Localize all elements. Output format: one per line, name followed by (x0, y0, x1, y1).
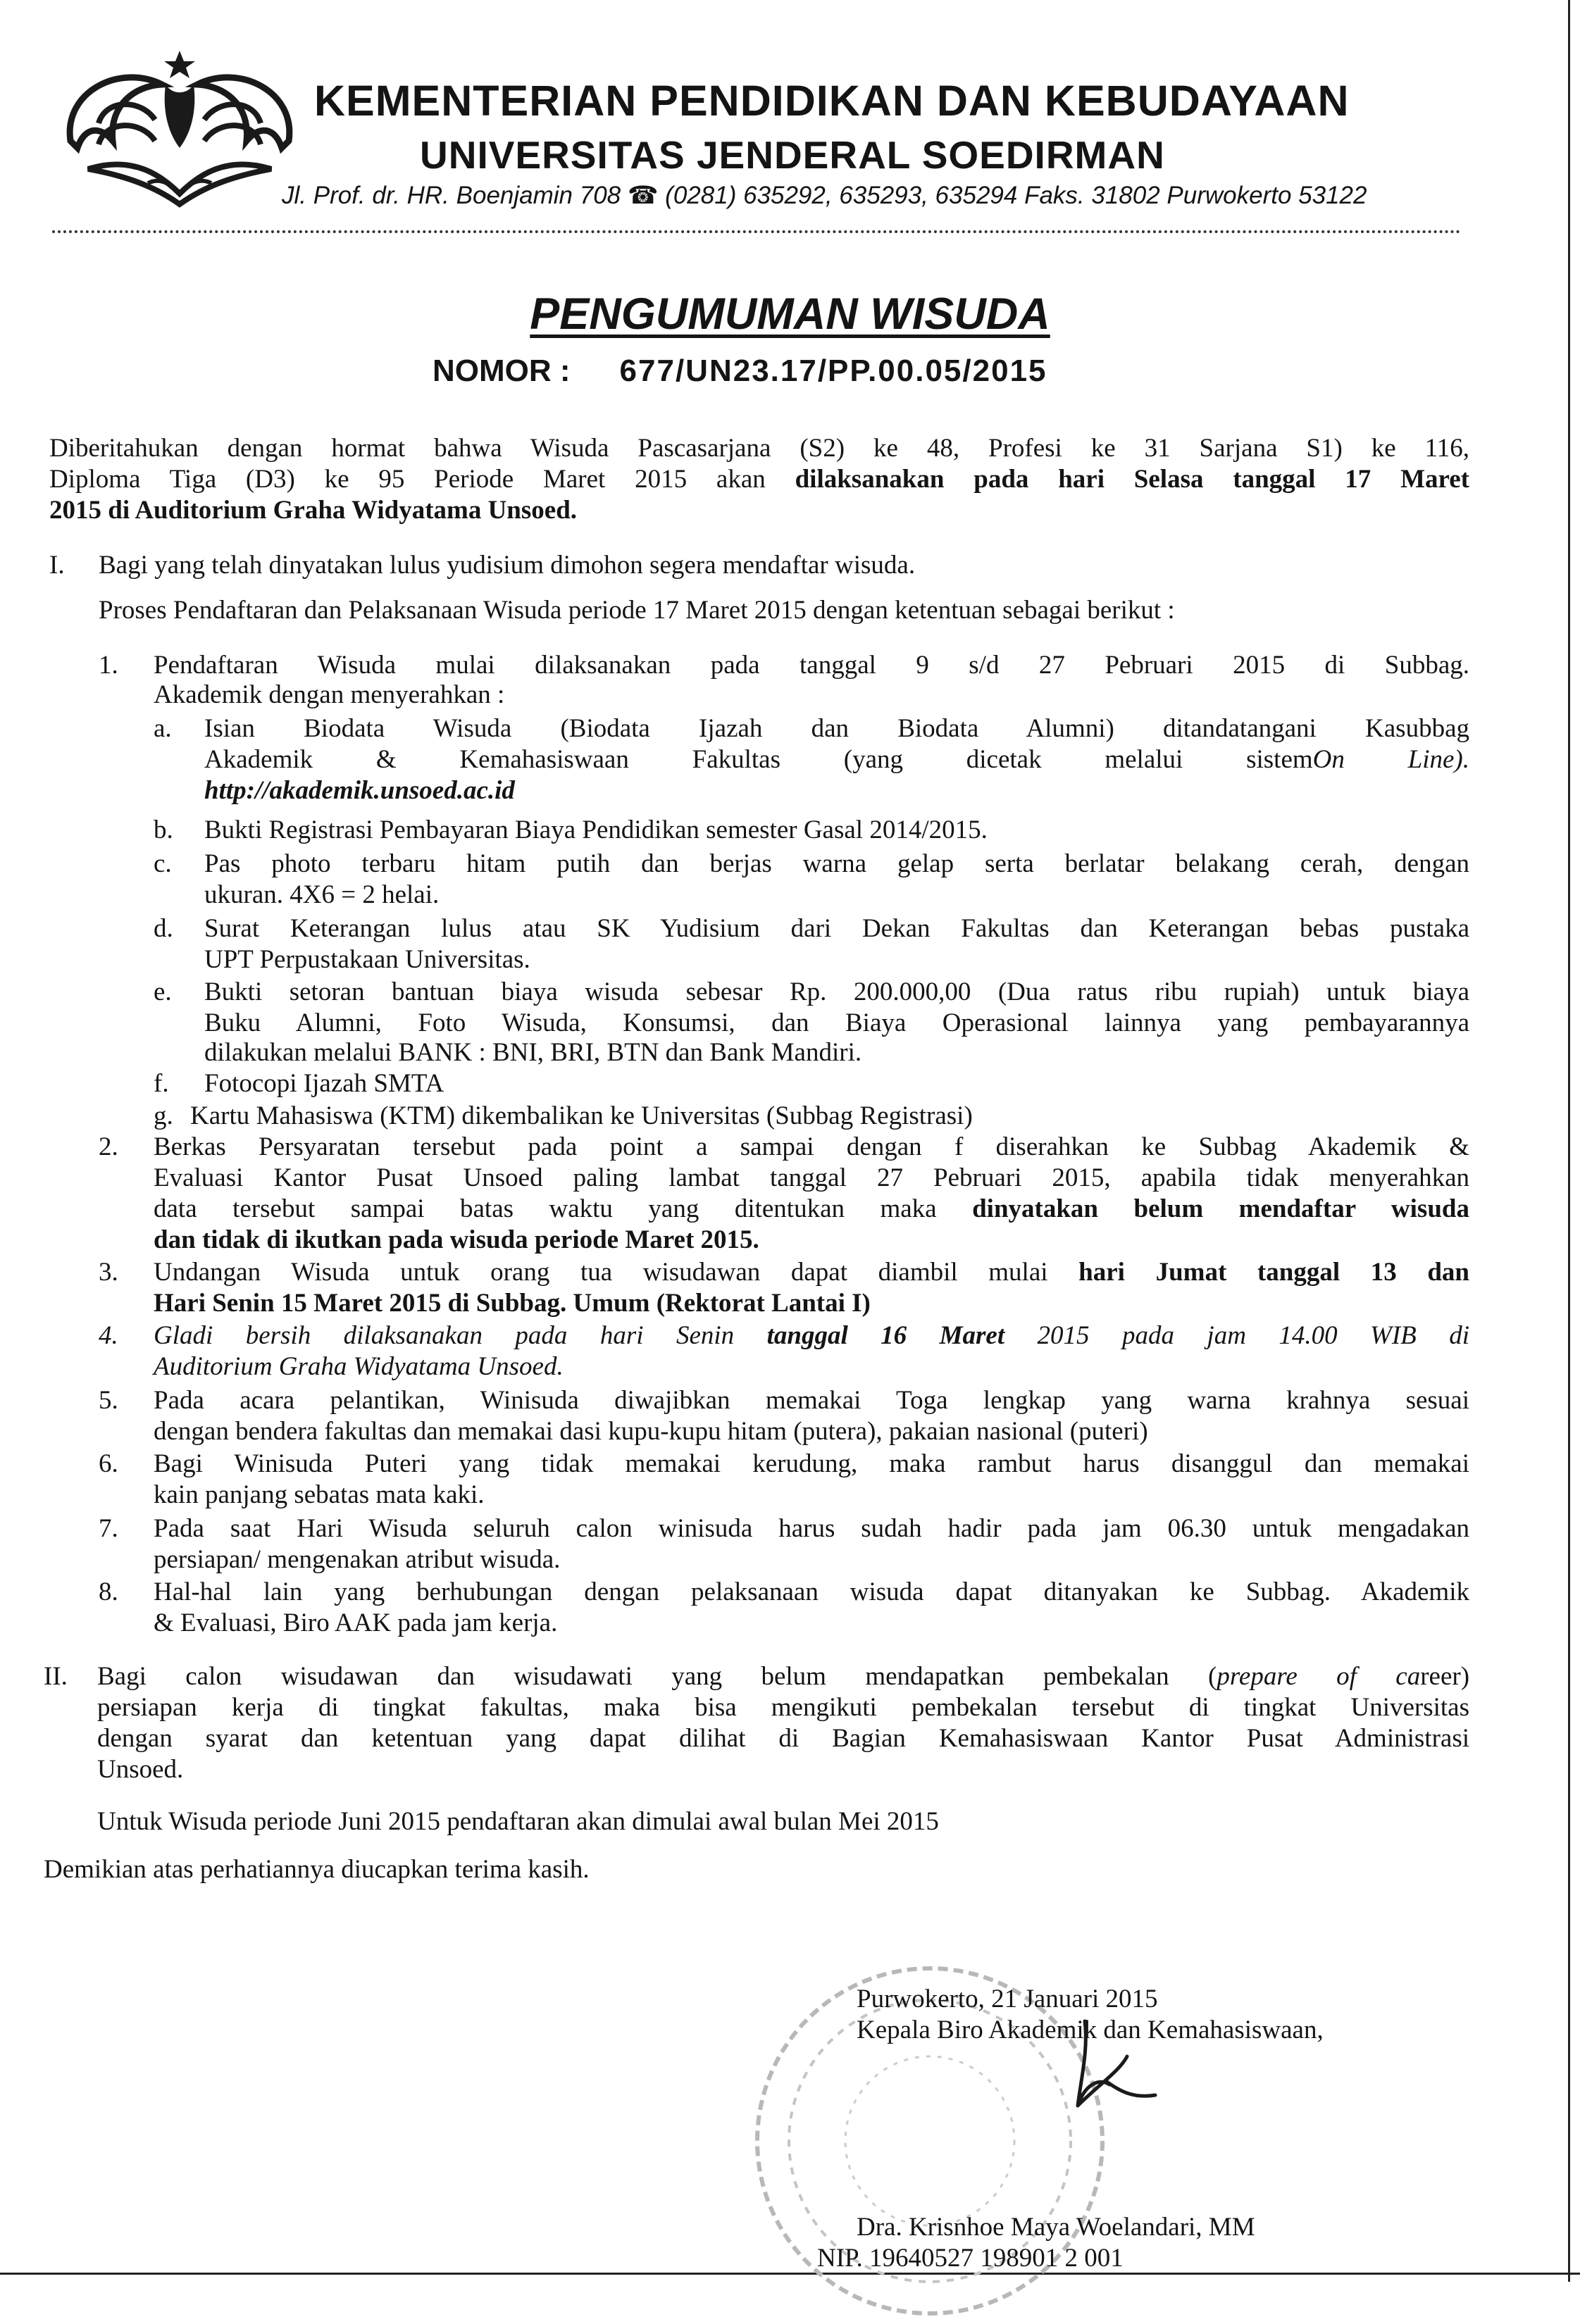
sub-d-line-2: UPT Perpustakaan Universitas. (204, 945, 530, 974)
intro-line-2-text: Diploma Tiga (D3) ke 95 Periode Maret 2015 akan (49, 465, 795, 494)
item-2-line-3-bold: dinyatakan belum mendaftar wisuda (972, 1194, 1469, 1223)
signature-place-date: Purwokerto, 21 Januari 2015 (857, 1985, 1158, 2013)
item-7-line-1: Pada saat Hari Wisuda seluruh calon winisuda harus sudah hadir pada jam 06.30 untuk mengadakan (154, 1514, 1469, 1543)
sub-f-letter: f. (154, 1069, 169, 1098)
signatory-name: Dra. Krisnhoe Maya Woelandari, MM (857, 2213, 1255, 2242)
item-2-number: 2. (99, 1132, 118, 1161)
item-3-line-1-text: Undangan Wisuda untuk orang tua wisudawan dapat diambil mulai (154, 1258, 1079, 1287)
section-2-line-3: dengan syarat dan ketentuan yang dapat dilihat di Bagian Kemahasiswaan Kantor Pusat Administrasi (97, 1724, 1469, 1753)
section-1-heading: Bagi yang telah dinyatakan lulus yudisium dimohon segera mendaftar wisuda. (99, 551, 916, 580)
item-5-number: 5. (99, 1386, 118, 1415)
handwritten-signature (1057, 2014, 1169, 2127)
sub-f-line-1: Fotocopi Ijazah SMTA (204, 1069, 444, 1098)
section-2-line-1-end: reer) (1420, 1662, 1470, 1691)
sub-g-line-1: Kartu Mahasiswa (KTM) dikembalikan ke Universitas (Subbag Registrasi) (190, 1101, 973, 1130)
sub-a-line-2 (204, 745, 1469, 775)
item-3-line-2: Hari Senin 15 Maret 2015 di Subbag. Umum (Rektorat Lantai I) (154, 1289, 871, 1318)
item-4-line-2: Auditorium Graha Widyatama Unsoed. (154, 1352, 564, 1381)
item-4-line-1-c: 2015 pada jam 14.00 WIB di (1004, 1321, 1470, 1350)
item-2-line-3 (154, 1194, 1469, 1224)
intro-line-2-bold: dilaksanakan pada hari Selasa tanggal 17 Maret (795, 465, 1469, 494)
sub-e-line-3: dilakukan melalui BANK : BNI, BRI, BTN dan Bank Mandiri. (204, 1038, 862, 1067)
section-2-numeral: II. (44, 1662, 68, 1691)
sub-c-letter: c. (154, 849, 172, 878)
item-8-line-2: & Evaluasi, Biro AAK pada jam kerja. (154, 1608, 558, 1637)
section-2-line-4: Unsoed. (97, 1755, 184, 1784)
item-1-line-2: Akademik dengan menyerahkan : (154, 680, 505, 709)
sub-g-letter: g. (154, 1101, 173, 1130)
item-4-line-1-a: Gladi bersih dilaksanakan pada hari Senin (154, 1321, 767, 1350)
sub-e-line-2: Buku Alumni, Foto Wisuda, Konsumsi, dan Biaya Operasional lainnya yang pembayarannya (204, 1008, 1469, 1037)
sub-b-letter: b. (154, 816, 173, 844)
document-title-text: PENGUMUMAN WISUDA (530, 289, 1050, 339)
signature-position: Kepala Biro Akademik dan Kemahasiswaan, (857, 2016, 1324, 2044)
section-2-line-2: persiapan kerja di tingkat fakultas, maka bisa mengikuti pembekalan tersebut di tingkat Universitas (97, 1693, 1469, 1722)
item-8-line-1: Hal-hal lain yang berhubungan dengan pelaksanaan wisuda dapat ditanyakan ke Subbag. Akademik (154, 1578, 1469, 1606)
letterhead-divider (52, 230, 1461, 233)
item-8-number: 8. (99, 1578, 118, 1606)
sub-a-line-2-text: Akademik & Kemahasiswaan Fakultas (yang dicetak melalui sistem (204, 745, 1313, 774)
sub-e-line-1: Bukti setoran bantuan biaya wisuda sebesar Rp. 200.000,00 (Dua ratus ribu rupiah) untuk biaya (204, 977, 1469, 1006)
juni-note: Untuk Wisuda periode Juni 2015 pendaftaran akan dimulai awal bulan Mei 2015 (97, 1807, 939, 1836)
page-border-right (1568, 0, 1580, 2282)
item-3-number: 3. (99, 1258, 118, 1287)
item-4-number: 4. (99, 1321, 118, 1350)
item-6-line-1: Bagi Winisuda Puteri yang tidak memakai kerudung, maka rambut harus disanggul dan memakai (154, 1449, 1469, 1478)
item-2-line-3-text: data tersebut sampai batas waktu yang ditentukan maka (154, 1194, 973, 1223)
university-name: UNIVERSITAS JENDERAL SOEDIRMAN (420, 133, 1165, 177)
intro-line-3: 2015 di Auditorium Graha Widyatama Unsoed. (49, 496, 578, 525)
section-1-numeral: I. (49, 551, 65, 580)
closing-sentence: Demikian atas perhatiannya diucapkan terima kasih. (44, 1855, 590, 1884)
item-1-number: 1. (99, 651, 118, 680)
sub-a-line-1: Isian Biodata Wisuda (Biodata Ijazah dan Biodata Alumni) ditandatangani Kasubbag (204, 714, 1469, 743)
intro-line-1: Diberitahukan dengan hormat bahwa Wisuda Pascasarjana (S2) ke 48, Profesi ke 31 Sarjana S1) ke 116, (49, 434, 1469, 463)
sub-a-letter: a. (154, 714, 172, 743)
document-title (0, 289, 1580, 339)
section-1-proses: Proses Pendaftaran dan Pelaksanaan Wisuda periode 17 Maret 2015 dengan ketentuan sebagai berikut : (99, 596, 1175, 625)
section-2-line-1-text: Bagi calon wisudawan dan wisudawati yang belum mendapatkan pembekalan ( (97, 1662, 1217, 1691)
item-3-line-1 (154, 1258, 1469, 1287)
item-7-number: 7. (99, 1514, 118, 1543)
university-address: Jl. Prof. dr. HR. Boenjamin 708 ☎ (0281) 635292, 635293, 635294 Faks. 31802 Purwokerto 53122 (282, 182, 1367, 209)
university-logo (56, 42, 303, 211)
section-2-line-1-italic: prepare of ca (1217, 1662, 1421, 1691)
item-2-line-1: Berkas Persyaratan tersebut pada point a sampai dengan f diserahkan ke Subbag Akademik & (154, 1132, 1469, 1161)
signatory-nip: NIP. 19640527 198901 2 001 (817, 2244, 1124, 2273)
item-3-line-1-bold: hari Jumat tanggal 13 dan (1078, 1258, 1469, 1287)
sub-e-letter: e. (154, 977, 172, 1006)
item-6-line-2: kain panjang sebatas mata kaki. (154, 1480, 485, 1509)
item-5-line-2: dengan bendera fakultas dan memakai dasi kupu-kupu hitam (putera), pakaian nasional (puteri) (154, 1417, 1148, 1446)
document-number-value: 677/UN23.17/PP.00.05/2015 (619, 354, 1047, 388)
sub-b-line-1: Bukti Registrasi Pembayaran Biaya Pendidikan semester Gasal 2014/2015. (204, 816, 988, 844)
item-4-line-1-b: tanggal 16 Maret (766, 1321, 1005, 1350)
document-number-label: NOMOR : (433, 354, 571, 388)
section-2-line-1 (97, 1662, 1469, 1692)
sub-a-url: http://akademik.unsoed.ac.id (204, 776, 515, 805)
item-2-line-2: Evaluasi Kantor Pusat Unsoed paling lambat tanggal 27 Pebruari 2015, apabila tidak menyerahkan (154, 1163, 1469, 1192)
sub-a-line-2-italic: On Line). (1312, 745, 1469, 774)
item-7-line-2: persiapan/ mengenakan atribut wisuda. (154, 1545, 561, 1574)
sub-c-line-1: Pas photo terbaru hitam putih dan berjas warna gelap serta berlatar belakang cerah, dengan (204, 849, 1469, 878)
intro-line-2 (49, 465, 1469, 494)
item-5-line-1: Pada acara pelantikan, Winisuda diwajibkan memakai Toga lengkap yang warna krahnya sesuai (154, 1386, 1469, 1415)
item-4-line-1 (154, 1321, 1469, 1351)
sub-d-letter: d. (154, 914, 173, 943)
sub-c-line-2: ukuran. 4X6 = 2 helai. (204, 880, 440, 909)
ministry-name: KEMENTERIAN PENDIDIKAN DAN KEBUDAYAAN (314, 77, 1350, 125)
item-2-line-4: dan tidak di ikutkan pada wisuda periode Maret 2015. (154, 1225, 759, 1254)
item-6-number: 6. (99, 1449, 118, 1478)
sub-d-line-1: Surat Keterangan lulus atau SK Yudisium dari Dekan Fakultas dan Keterangan bebas pustaka (204, 914, 1469, 943)
item-1-line-1: Pendaftaran Wisuda mulai dilaksanakan pada tanggal 9 s/d 27 Pebruari 2015 di Subbag. (154, 651, 1469, 680)
document-number (433, 354, 1047, 389)
